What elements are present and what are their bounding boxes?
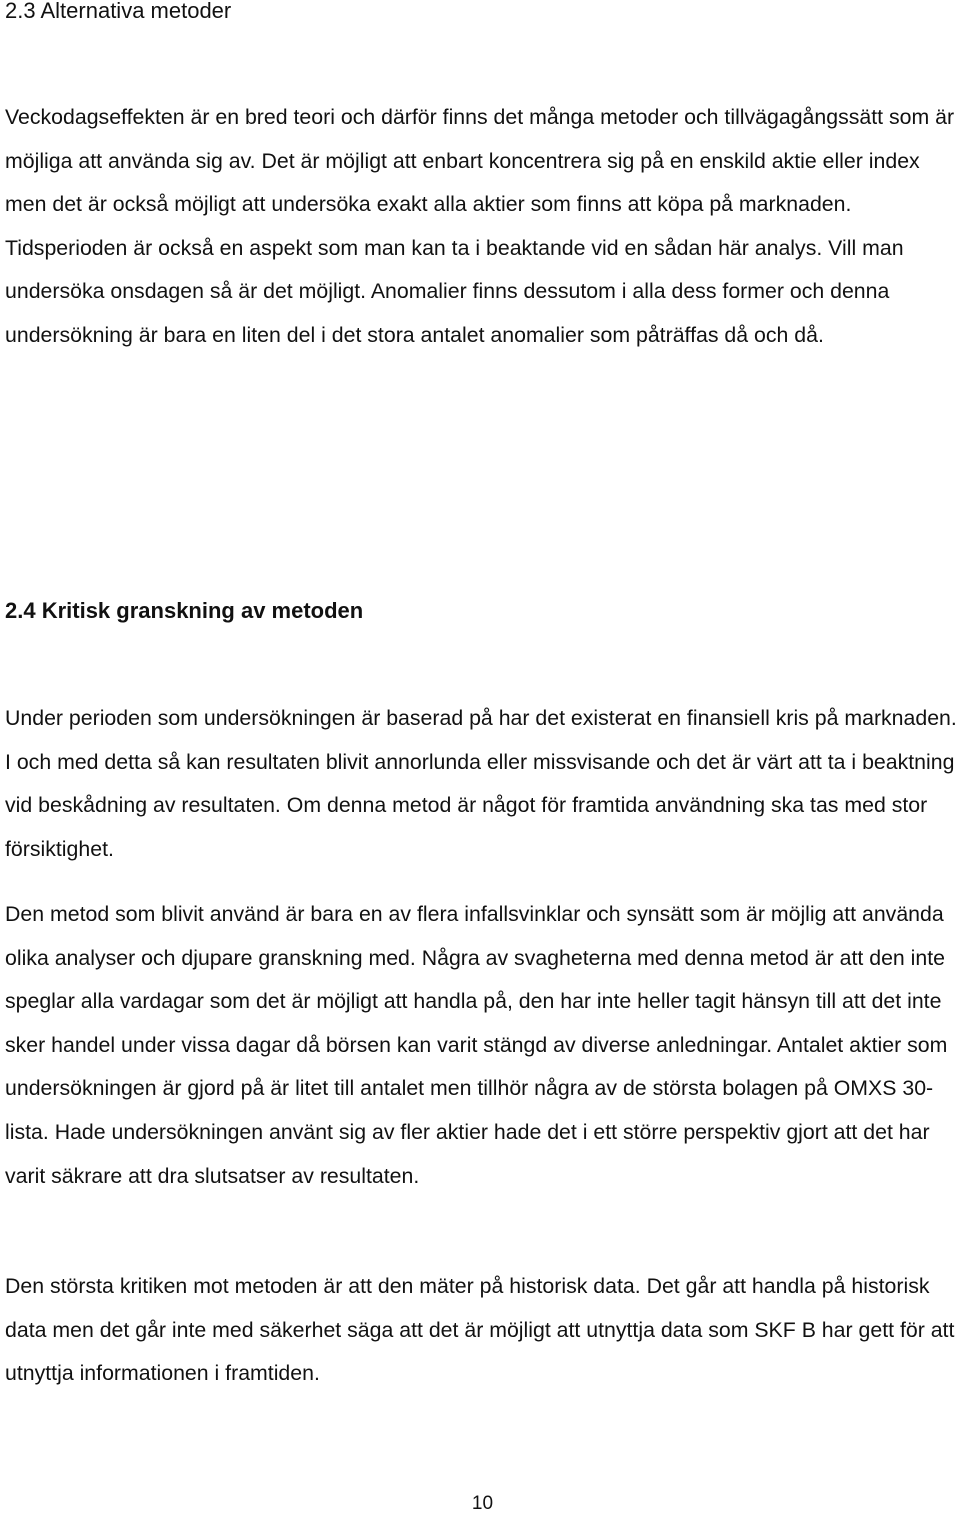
paragraph-historisk-data: Den största kritiken mot metoden är att den mäter på historisk data. Det går att handla på historisk data men det går inte med säkerhet säga att det är möjligt att utnyttja data som SKF B har gett för att utnyttja informationen i framtiden. (5, 1274, 955, 1386)
document-page (5, 0, 960, 1515)
section-heading-alternativa-metoder: 2.3 Alternativa metoder (5, 0, 232, 23)
paragraph-alternativa-metoder: Veckodagseffekten är en bred teori och därför finns det många metoder och tillvägagångssätt som är möjliga att använda sig av. Det är möjligt att enbart koncentrera sig på en enskild aktie eller index men det är också möjligt att undersöka exakt alla aktier som finns att köpa på marknaden. Tidsperioden är också en aspekt som man kan ta i beaktande vid en sådan här analys. Vill man undersöka onsdagen så är det möjligt. Anomalier finns dessutom i alla dess former och denna undersökning är bara en liten del i det stora antalet anomalier som påträffas då och då. (5, 105, 955, 347)
paragraph-finansiell-kris: Under perioden som undersökningen är baserad på har det existerat en finansiell kris på marknaden. I och med detta så kan resultaten blivit annorlunda eller missvisande och det är värt att ta i beaktning vid beskådning av resultaten. Om denna metod är något för framtida användning ska tas med stor försiktighet. (5, 706, 957, 861)
page-number: 10 (471, 1493, 494, 1514)
paragraph-metodens-svagheter: Den metod som blivit använd är bara en av flera infallsvinklar och synsätt som är möjlig att använda olika analyser och djupare granskning med. Några av svagheterna med denna metod är att den inte speglar alla vardagar som det är möjligt att handla på, den har inte heller tagit hänsyn till att det inte sker handel under vissa dagar då börsen kan varit stängd av diverse anledningar. Antalet aktier som undersökningen är gjord på är litet till antalet men tillhör några av de största bolagen på OMXS 30-lista. Hade undersökningen använt sig av fler aktier hade det i ett större perspektiv gjort att det har varit säkrare att dra slutsatser av resultaten. (5, 902, 948, 1188)
section-heading-kritisk-granskning: 2.4 Kritisk granskning av metoden (5, 598, 364, 623)
